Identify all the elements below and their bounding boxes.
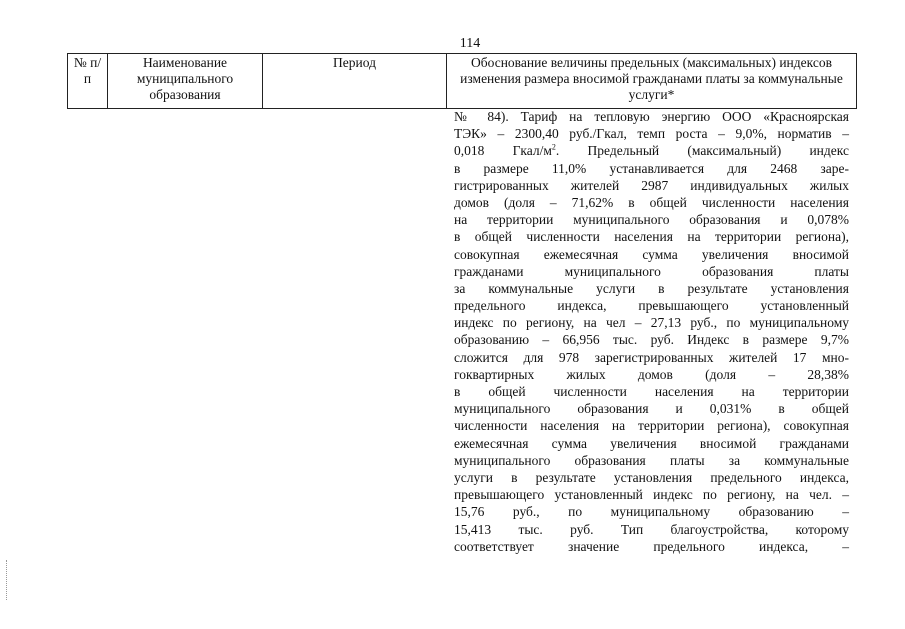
text-line: гоквартирных жилых домов (доля – 28,38% bbox=[454, 366, 849, 382]
text-line: муниципального образования и 0,031% в общей bbox=[454, 401, 849, 417]
text-line bbox=[454, 142, 849, 159]
text-line: в общей численности населения на территории bbox=[454, 384, 849, 399]
text-line: численности населения на территории региона), совокупная bbox=[454, 418, 849, 434]
text-line: 15,76 руб., по муниципальному образованию – bbox=[454, 504, 849, 520]
text-line: в общей численности населения на территории региона), bbox=[454, 229, 849, 245]
text-line: соответствует значение предельного индекса, – bbox=[454, 538, 849, 554]
header-table bbox=[67, 53, 857, 109]
text-line: домов (доля – 71,62% в общей численности населения bbox=[454, 194, 849, 210]
header-col-municipality: Наименование муниципального образования bbox=[108, 54, 263, 109]
text-line: сложится для 978 зарегистрированных жителей 17 мно- bbox=[454, 349, 849, 365]
text-line-part: . Предельный (максимальный) индекс bbox=[555, 143, 849, 159]
text-line: превышающего установленный индекс по региону, на чел. – bbox=[454, 487, 849, 503]
text-line: гистрированных жителей 2987 индивидуальных жилых bbox=[454, 177, 849, 193]
scan-margin-mark bbox=[6, 560, 10, 600]
text-line: на территории муниципального образования и 0,078% bbox=[454, 212, 849, 228]
text-line: услуги в результате установления предельного индекса, bbox=[454, 469, 849, 485]
text-line-part: 0,018 Гкал/м bbox=[454, 143, 552, 159]
text-line: индекс по региону, на чел – 27,13 руб., по муниципальному bbox=[454, 315, 849, 331]
header-col-period: Период bbox=[263, 54, 447, 109]
text-line: предельного индекса, превышающего установленный bbox=[454, 298, 849, 314]
text-line: совокупная ежемесячная сумма увеличения вносимой bbox=[454, 246, 849, 262]
text-line: муниципального образования платы за коммунальные bbox=[454, 452, 849, 468]
header-row bbox=[68, 54, 857, 109]
justification-text bbox=[454, 108, 849, 555]
header-col-number: № п/п bbox=[68, 54, 108, 109]
page-number: 114 bbox=[459, 36, 481, 51]
text-line: № 84). Тариф на тепловую энергию ООО «Красноярская bbox=[454, 109, 849, 124]
text-line: ежемесячная сумма увеличения вносимой гражданами bbox=[454, 435, 849, 451]
text-line: гражданами муниципального образования платы bbox=[454, 263, 849, 279]
text-line: за коммунальные услуги в результате установления bbox=[454, 280, 849, 296]
text-line: в размере 11,0% устанавливается для 2468 заре- bbox=[454, 160, 849, 176]
text-line: 15,413 тыс. руб. Тип благоустройства, которому bbox=[454, 521, 849, 537]
text-line: ТЭК» – 2300,40 руб./Гкал, темп роста – 9,0%, норматив – bbox=[454, 126, 849, 142]
header-col-justification: Обоснование величины предельных (максимальных) индексов изменения размера вносимой гражданами платы за коммунальные услуги* bbox=[447, 54, 857, 109]
text-line: образованию – 66,956 тыс. руб. Индекс в размере 9,7% bbox=[454, 332, 849, 348]
superscript: 2 bbox=[551, 142, 556, 152]
